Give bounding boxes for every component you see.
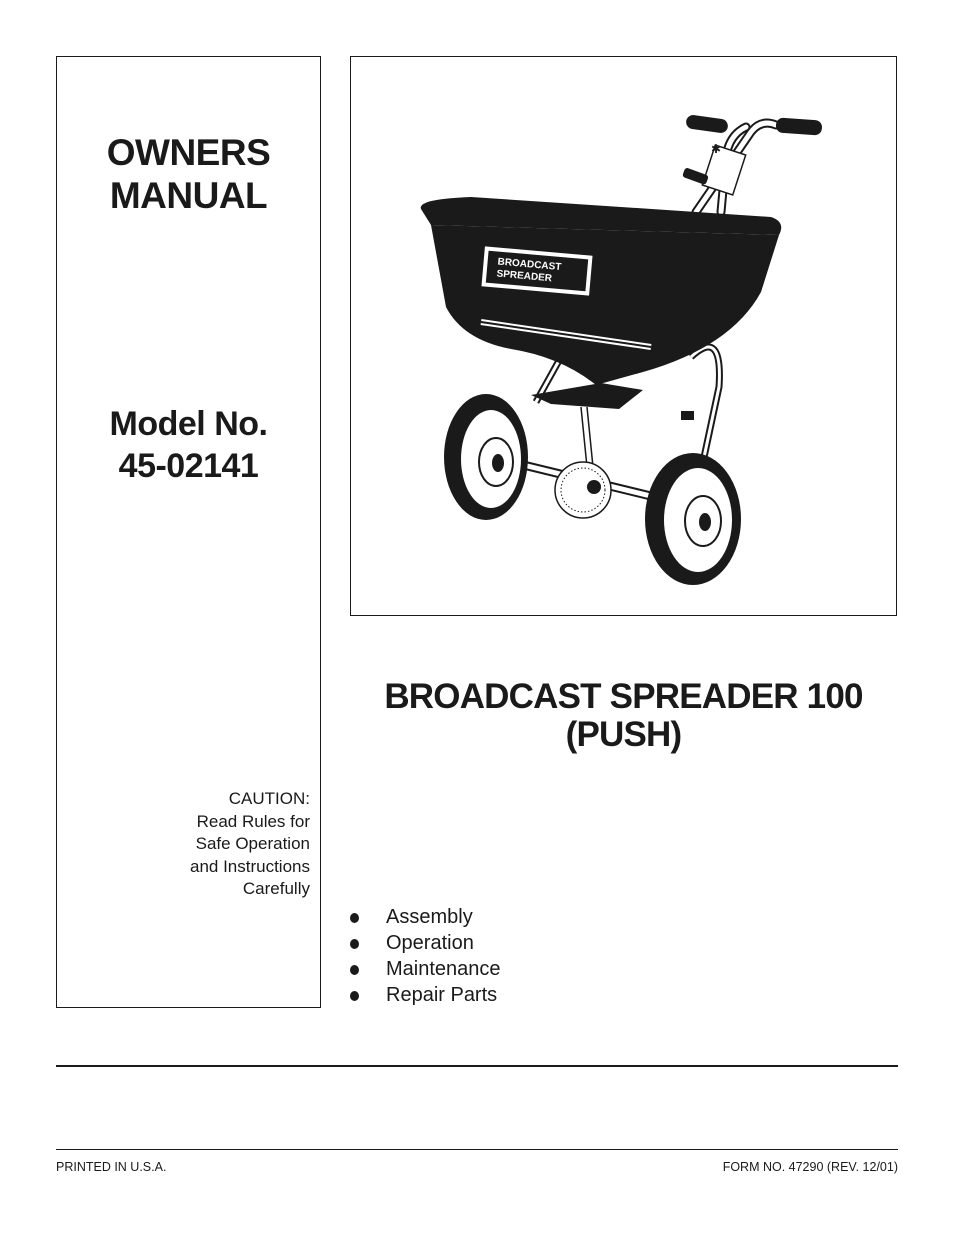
product-illustration-frame <box>350 56 897 616</box>
list-item <box>350 930 501 956</box>
list-item <box>350 956 501 982</box>
caution-line: Safe Operation <box>195 834 310 853</box>
hopper-label-line2: SPREADER <box>496 268 553 285</box>
list-item-label: Assembly <box>386 906 473 928</box>
caution-line: Read Rules for <box>196 811 310 831</box>
list-item-label: Repair Parts <box>386 984 498 1006</box>
bullet-icon <box>350 965 359 975</box>
svg-text:✱: ✱ <box>711 142 722 156</box>
product-title <box>350 678 897 754</box>
caution-line: and Instructions <box>189 856 310 876</box>
bullet-icon <box>350 913 359 923</box>
model-number: 45-02141 <box>118 447 259 485</box>
bullet-icon <box>350 991 359 1001</box>
manual-title <box>57 131 320 217</box>
bullet-icon <box>350 939 359 949</box>
list-item-label: Maintenance <box>386 958 501 980</box>
caution-line: Carefully <box>242 879 310 898</box>
manual-title-line2: MANUAL <box>109 175 268 216</box>
list-item <box>350 982 501 1008</box>
model-number-block <box>57 403 320 487</box>
form-number: FORM NO. 47290 (REV. 12/01) <box>722 1160 898 1174</box>
spreader-illustration <box>351 57 898 617</box>
model-label: Model No. <box>109 405 268 443</box>
printed-note: PRINTED IN U.S.A. <box>56 1160 167 1174</box>
divider <box>56 1149 898 1150</box>
product-title-line2: (PUSH) <box>565 715 682 754</box>
manual-title-line1: OWNERS <box>106 132 271 173</box>
list-item <box>350 904 501 930</box>
caution-note <box>190 788 310 901</box>
list-item-label: Operation <box>386 932 474 954</box>
contents-list <box>350 904 501 1008</box>
caution-line: CAUTION: <box>228 789 310 808</box>
hopper-label-line1: BROADCAST <box>497 256 562 274</box>
cover-left-panel <box>56 56 321 1008</box>
product-title-line1: BROADCAST SPREADER 100 <box>384 677 863 716</box>
divider <box>56 1065 898 1067</box>
